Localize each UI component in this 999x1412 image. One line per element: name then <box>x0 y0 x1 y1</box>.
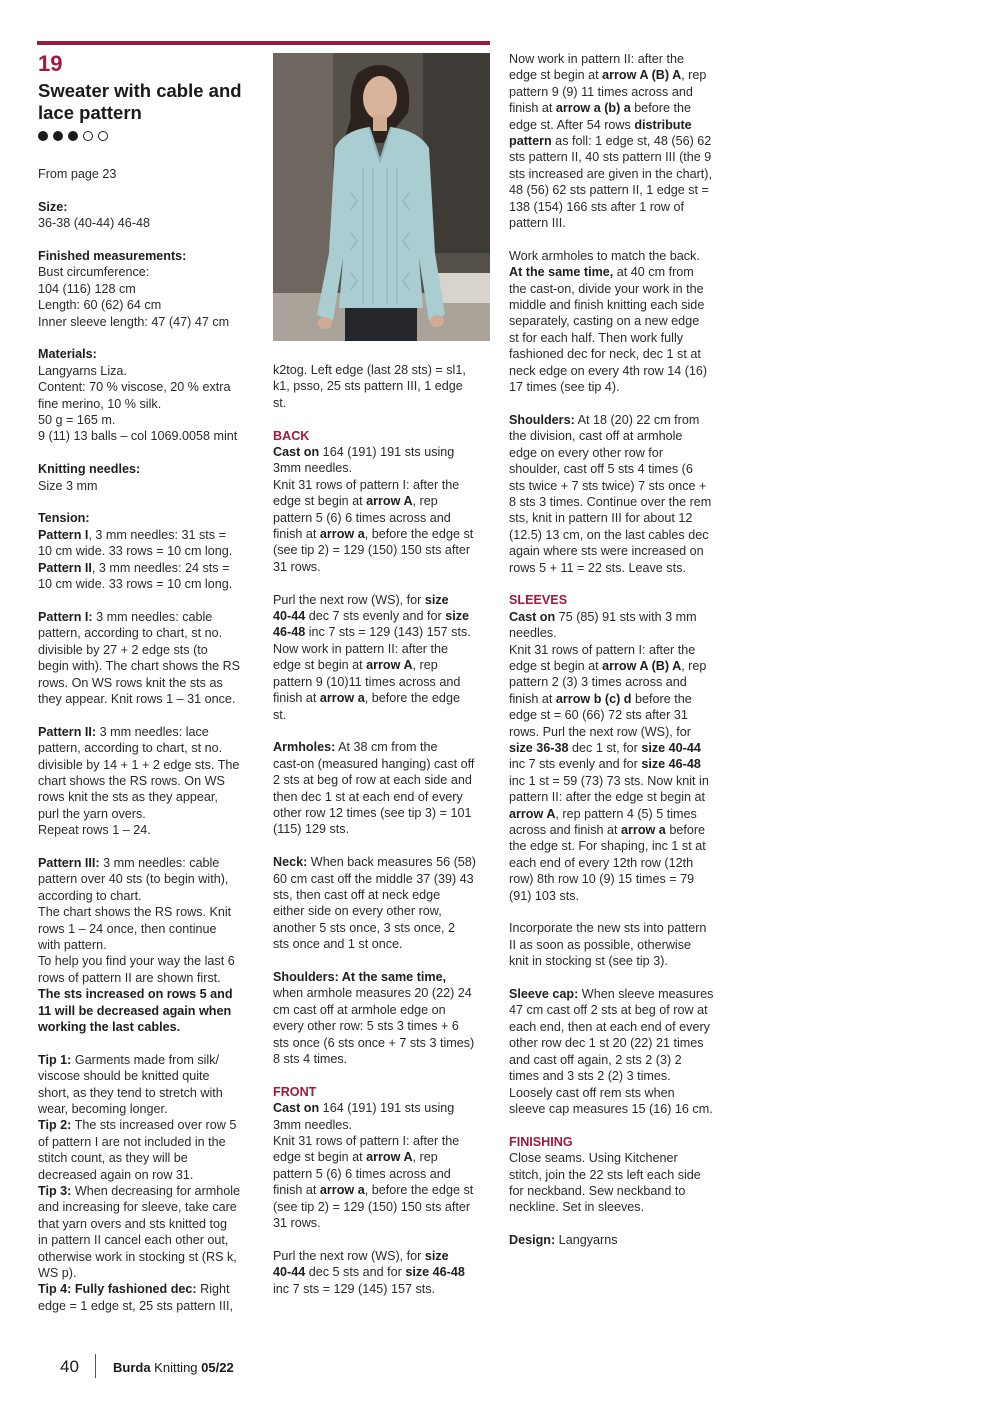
front-line: 3mm needles. <box>273 1117 353 1132</box>
front-line: (see tip 2) = 129 (150) 150 sts after <box>273 1199 471 1214</box>
column-3 <box>509 51 734 1249</box>
sweater-photo <box>273 53 490 341</box>
pattern2-line: chart shows the RS rows. On WS <box>38 773 225 788</box>
tip1-line: viscose should be knitted quite <box>38 1069 210 1084</box>
sleeves-line: inc 1 st = 59 (73) 73 sts. Now knit in <box>509 773 709 788</box>
front-line: pattern 5 (6) 6 times across and <box>273 1166 451 1181</box>
front-shoulders-line: (12.5) 13 cm, on the last cables dec <box>509 527 709 542</box>
neck-line: 60 cm cast off the middle 37 (39) 43 <box>273 871 474 886</box>
tip1-line: short, as they tend to stretch with <box>38 1085 223 1100</box>
tip2-line: decreased again on row 31. <box>38 1167 194 1182</box>
front-armhole-line: st for each half. Then work fully <box>509 330 684 345</box>
purl-line: 46-48 inc 7 sts = 129 (143) 157 sts. <box>273 625 471 640</box>
armholes-line: (115) 129 sts. <box>273 822 350 837</box>
footer-divider <box>95 1354 96 1378</box>
shoulders-line: when armhole measures 20 (22) 24 <box>273 986 472 1001</box>
front-cont-line: sts pattern II, 40 sts pattern III (the 9 <box>509 150 712 165</box>
shoulders-line: cm cast off at armhole edge on <box>273 1002 446 1017</box>
finishing-line: neckline. Set in sleeves. <box>509 1200 645 1215</box>
tip3-line: and increasing for sleeve, take care <box>38 1200 237 1215</box>
tip3-line: that yarn overs and sts knitted tog <box>38 1216 228 1231</box>
purl-line: Purl the next row (WS), for size <box>273 592 449 607</box>
difficulty-dot-filled <box>68 131 78 141</box>
pattern3-line: To help you find your way the last 6 <box>38 954 235 969</box>
front-cont-line: pattern 9 (9) 11 times across and <box>509 84 693 99</box>
sleeves-line: size 36-38 dec 1 st, for size 40-44 <box>509 741 701 756</box>
back-line: 31 rows. <box>273 559 321 574</box>
front-cont-line: edge st. After 54 rows distribute <box>509 117 692 132</box>
pattern3-bold-line: 11 will be decreased again when <box>38 1003 232 1018</box>
sleeves-line: across and finish at arrow a before <box>509 823 706 838</box>
front-armhole-line: 17 times (see tip 4). <box>509 380 620 395</box>
purl-line: pattern 9 (10)11 times across and <box>273 674 461 689</box>
front-cont-line: 48 (56) 62 sts pattern II, 1 edge st = <box>509 183 709 198</box>
tension-line: Pattern I, 3 mm needles: 31 sts = <box>38 527 226 542</box>
tip4-line: Tip 4: Fully fashioned dec: Right <box>38 1282 230 1297</box>
finishing-line: for neckband. Sew neckband to <box>509 1183 686 1198</box>
front-armhole-line: neck edge on every 4th row 14 (16) <box>509 363 708 378</box>
difficulty-dot-filled <box>53 131 63 141</box>
tip1-line: Tip 1: Garments made from silk/ <box>38 1052 220 1067</box>
front-shoulders-line: the division, cast off at armhole <box>509 429 683 444</box>
front-line: finish at arrow a, before the edge st <box>273 1183 474 1198</box>
needles-label: Knitting needles: <box>38 462 141 477</box>
tension-line: 10 cm wide. 33 rows = 10 cm long. <box>38 544 233 559</box>
materials-label: Materials: <box>38 347 97 362</box>
tension-line: Pattern II, 3 mm needles: 24 sts = <box>38 560 230 575</box>
difficulty-dot-empty <box>83 131 93 141</box>
purl-line: edge st begin at arrow A, rep <box>273 658 438 673</box>
pattern1-line: begin with). The chart shows the RS <box>38 659 241 674</box>
pattern1-line: divisible by 27 + 2 edge sts (to <box>38 642 208 657</box>
tip3-line: WS p). <box>38 1266 77 1281</box>
pattern3-line: rows 1 – 24 once, then continue <box>38 921 217 936</box>
tip4-cont-line: k1, psso, 25 sts pattern III, 1 edge <box>273 379 463 394</box>
pattern2-line: Repeat rows 1 – 24. <box>38 823 151 838</box>
sleeves-line: edge st = 60 (66) 72 sts after 31 <box>509 708 688 723</box>
pattern1-line: rows. On WS rows knit the sts as <box>38 675 223 690</box>
difficulty-rating <box>38 131 108 141</box>
front-shoulders-line: shoulder, cast off 5 sts 4 times (6 <box>509 462 693 477</box>
back-line: edge st begin at arrow A, rep <box>273 494 438 509</box>
sleeve-cap-line: Sleeve cap: When sleeve measures <box>509 987 714 1002</box>
front-shoulders-line: again where sts were increased on <box>509 544 704 559</box>
sleeves-line: Cast on 75 (85) 91 sts with 3 mm <box>509 609 697 624</box>
front-line: 31 rows. <box>273 1216 321 1231</box>
sleeves-line: pattern 2 (3) 3 times across and <box>509 675 687 690</box>
column-2 <box>273 362 493 1297</box>
pattern2-line: purl the yarn overs. <box>38 806 146 821</box>
front-shoulders-line: 8 sts 3 times. Continue over the rem <box>509 494 712 509</box>
sleeve-cap-line: each end, then at each end of every <box>509 1019 710 1034</box>
pattern2-line: rows knit the sts as they appear, <box>38 790 218 805</box>
sleeves-line: finish at arrow b (c) d before the <box>509 691 692 706</box>
neck-line: sts, then cast off at neck edge <box>273 887 441 902</box>
front-purl-line: inc 7 sts = 129 (145) 157 sts. <box>273 1281 436 1296</box>
pattern2-line: pattern, according to chart, st no. <box>38 741 223 756</box>
neck-line: sts once and 1 st once. <box>273 937 403 952</box>
purl-line: finish at arrow a, before the edge <box>273 691 460 706</box>
tip4-cont-line: k2tog. Left edge (last 28 sts) = sl1, <box>273 363 466 377</box>
front-shoulders-line: sts twice + 7 sts twice) 7 sts once + <box>509 478 707 493</box>
materials-line: Langyarns Liza. <box>38 363 127 378</box>
back-line: 3mm needles. <box>273 461 353 476</box>
sleeves-line: each end of every 12th row (12th <box>509 855 694 870</box>
materials-line: 50 g = 165 m. <box>38 413 116 428</box>
finishing-heading: FINISHING <box>509 1134 573 1149</box>
finishing-line: stitch, join the 22 sts left each side <box>509 1167 701 1182</box>
front-armhole-line: separately, casting on a new edge <box>509 314 700 329</box>
page-number: 40 <box>60 1357 79 1376</box>
sleeves-line: edge st begin at arrow A (B) A, rep <box>509 658 707 673</box>
tip2-line: Tip 2: The sts increased over row 5 <box>38 1118 237 1133</box>
sleeve-cap-line: Loosely cast off rem sts when <box>509 1085 675 1100</box>
tip2-line: stitch count, as they will be <box>38 1151 188 1166</box>
sleeves-line: arrow A, rep pattern 4 (5) 5 times <box>509 806 697 821</box>
sleeves-line: row) 8th row 10 (9) 15 times = 79 <box>509 872 695 887</box>
difficulty-dot-filled <box>38 131 48 141</box>
pattern-title: Sweater with cable and lace pattern <box>38 80 242 123</box>
tip3-line: Tip 3: When decreasing for armhole <box>38 1184 241 1199</box>
size-value: 36-38 (40-44) 46-48 <box>38 216 151 231</box>
back-line: Cast on 164 (191) 191 sts using <box>273 445 455 460</box>
pattern1-line: pattern, according to chart, st no. <box>38 626 223 641</box>
neck-line: Neck: When back measures 56 (58) <box>273 855 477 870</box>
front-cont-line: 138 (154) 166 sts after 1 row of <box>509 199 685 214</box>
incorporate-line: II as soon as possible, otherwise <box>509 937 692 952</box>
tension-line: 10 cm wide. 33 rows = 10 cm long. <box>38 577 233 592</box>
shoulders-line: every other row: 5 sts 3 times + 6 <box>273 1019 459 1034</box>
front-heading: FRONT <box>273 1084 317 1099</box>
neck-line: either side on every other row, <box>273 904 442 919</box>
back-heading: BACK <box>273 428 310 443</box>
front-shoulders-line: rows 5 + 11 = 22 sts. Leave sts. <box>509 560 686 575</box>
finished-line: Length: 60 (62) 64 cm <box>38 298 162 313</box>
shoulders-line: 8 sts 4 times. <box>273 1051 348 1066</box>
tip4-cont-line: st. <box>273 395 287 410</box>
front-shoulders-line: sts, knit in pattern III for about 12 <box>509 511 693 526</box>
sleeves-heading: SLEEVES <box>509 593 568 608</box>
pattern3-line: according to chart. <box>38 888 142 903</box>
incorporate-line: Incorporate the new sts into pattern <box>509 921 707 936</box>
back-line: (see tip 2) = 129 (150) 150 sts after <box>273 543 471 558</box>
pattern1-line: Pattern I: 3 mm needles: cable <box>38 609 213 624</box>
column-1 <box>38 166 263 1314</box>
front-line: edge st begin at arrow A, rep <box>273 1150 438 1165</box>
pattern-number: 19 <box>38 51 63 76</box>
design-credit: Design: Langyarns <box>509 1233 618 1248</box>
tip3-line: otherwise work in stocking st (RS k, <box>38 1249 237 1264</box>
sleeves-line: (91) 103 sts. <box>509 888 579 903</box>
shoulders-line: Shoulders: At the same time, <box>273 969 447 984</box>
pattern3-bold-line: The sts increased on rows 5 and <box>38 987 233 1002</box>
front-purl-line: 40-44 dec 5 sts and for size 46-48 <box>273 1265 465 1280</box>
front-cont-line: pattern III. <box>509 216 566 231</box>
pattern3-line: with pattern. <box>38 937 107 952</box>
tip3-line: in pattern II cancel each other out, <box>38 1233 229 1248</box>
header-rule <box>37 41 490 45</box>
tip2-line: of pattern I are not included in the <box>38 1134 226 1149</box>
armholes-line: Armholes: At 38 cm from the <box>273 740 438 755</box>
back-line: finish at arrow a, before the edge st <box>273 527 474 542</box>
pattern3-line: rows of pattern II are shown first. <box>38 970 221 985</box>
incorporate-line: knit in stocking st (see tip 3). <box>509 954 668 969</box>
pattern3-bold-line: working the last cables. <box>38 1020 181 1034</box>
front-shoulders-line: Shoulders: At 18 (20) 22 cm from <box>509 412 700 427</box>
pattern2-line: divisible by 14 + 1 + 2 edge sts. The <box>38 757 240 772</box>
armholes-line: other row 12 times (see tip 3) = 101 <box>273 805 472 820</box>
finished-label: Finished measurements: <box>38 249 187 263</box>
from-page: From page 23 <box>38 167 117 181</box>
front-line: Cast on 164 (191) 191 sts using <box>273 1101 455 1116</box>
finishing-line: Close seams. Using Kitchener <box>509 1151 678 1166</box>
sleeves-line: needles. <box>509 626 557 641</box>
front-armhole-line: Work armholes to match the back. <box>509 248 700 263</box>
tip1-line: wear, becoming longer. <box>38 1102 168 1117</box>
front-cont-line: sts increased are given in the chart), <box>509 166 713 181</box>
sleeves-line: pattern II: after the edge st begin at <box>509 790 706 805</box>
front-armhole-line: middle and finish knitting each side <box>509 298 705 313</box>
back-line: pattern 5 (6) 6 times across and <box>273 510 451 525</box>
finished-line: Bust circumference: <box>38 265 150 280</box>
model-image <box>273 53 490 341</box>
sleeve-cap-line: and cast off again, 2 sts 2 (3) 2 <box>509 1052 682 1067</box>
purl-line: st. <box>273 707 287 722</box>
front-armhole-line: fashioned dec for neck, dec 1 st at <box>509 347 701 362</box>
front-purl-line: Purl the next row (WS), for size <box>273 1248 449 1263</box>
shoulders-line: sts once (6 sts once + 7 sts 3 times) <box>273 1035 475 1050</box>
difficulty-dot-empty <box>98 131 108 141</box>
purl-line: 40-44 dec 7 sts evenly and for size <box>273 609 470 624</box>
sleeve-cap-line: other row dec 1 st 20 (22) 21 times <box>509 1036 704 1051</box>
front-armhole-line: the cast-on, divide your work in the <box>509 281 704 296</box>
sleeves-line: rows. Purl the next row (WS), for <box>509 724 691 739</box>
armholes-line: 2 sts at beg of row at each side and <box>273 773 472 788</box>
sleeve-cap-line: sleeve cap measures 15 (16) 16 cm. <box>509 1101 713 1116</box>
front-armhole-line: At the same time, at 40 cm from <box>509 265 694 280</box>
tip4-line: edge = 1 edge st, 25 sts pattern III, <box>38 1298 233 1313</box>
needles-value: Size 3 mm <box>38 478 98 493</box>
finished-line: 104 (116) 128 cm <box>38 281 136 296</box>
sleeves-line: Knit 31 rows of pattern I: after the <box>509 642 696 657</box>
pattern2-line: Pattern II: 3 mm needles: lace <box>38 724 209 739</box>
back-line: Knit 31 rows of pattern I: after the <box>273 477 460 492</box>
pattern3-line: The chart shows the RS rows. Knit <box>38 905 232 920</box>
armholes-line: then dec 1 st at each end of every <box>273 789 463 804</box>
armholes-line: cast-on (measured hanging) cast off <box>273 756 475 771</box>
pattern3-line: pattern over 40 sts (to begin with), <box>38 872 229 887</box>
front-shoulders-line: edge on every other row for <box>509 445 664 460</box>
front-cont-line: finish at arrow a (b) a before the <box>509 101 692 116</box>
front-cont-line: pattern as foll: 1 edge st, 48 (56) 62 <box>509 134 712 149</box>
sleeve-cap-line: times and 3 sts 2 (2) 3 times. <box>509 1069 671 1084</box>
neck-line: another 5 sts once, 3 sts once, 2 <box>273 920 456 935</box>
pattern1-line: they appear. Knit rows 1 – 31 once. <box>38 691 236 706</box>
purl-line: Now work in pattern II: after the <box>273 641 448 656</box>
finished-line: Inner sleeve length: 47 (47) 47 cm <box>38 314 230 329</box>
sleeves-line: inc 7 sts evenly and for size 46-48 <box>509 757 701 772</box>
magazine-name: Burda Knitting 05/22 <box>113 1360 234 1375</box>
size-label: Size: <box>38 199 68 214</box>
sleeve-cap-line: 47 cm cast off 2 sts at beg of row at <box>509 1003 708 1018</box>
front-cont-line: edge st begin at arrow A (B) A, rep <box>509 68 707 83</box>
materials-line: 9 (11) 13 balls – col 1069.0058 mint <box>38 429 238 444</box>
pattern3-line: Pattern III: 3 mm needles: cable <box>38 855 220 870</box>
sleeves-line: the edge st. For shaping, inc 1 st at <box>509 839 706 854</box>
front-cont-line: Now work in pattern II: after the <box>509 52 684 66</box>
materials-line: Content: 70 % viscose, 20 % extra <box>38 380 231 395</box>
front-line: Knit 31 rows of pattern I: after the <box>273 1134 460 1148</box>
tension-label: Tension: <box>38 511 90 526</box>
materials-line: fine merino, 10 % silk. <box>38 396 162 411</box>
